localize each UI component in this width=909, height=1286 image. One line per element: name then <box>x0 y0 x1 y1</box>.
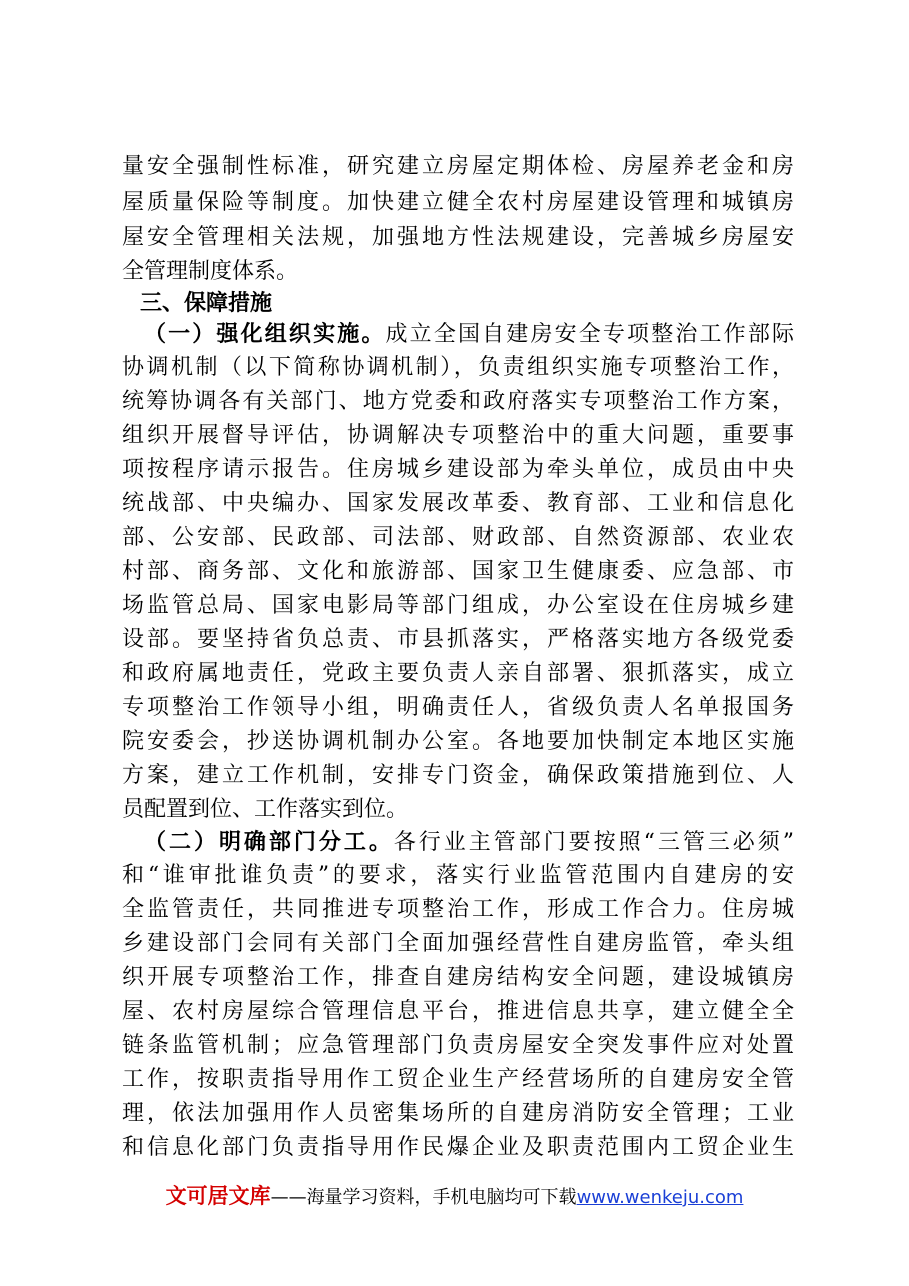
paragraph-line: 和政府属地责任，党政主要负责人亲自部署、狠抓落实，成立 <box>122 661 794 686</box>
paragraph-line: 理，依法加强用作人员密集场所的自建房消防安全管理；工业 <box>122 1101 794 1126</box>
subsection-text: 各行业主管部门要按照“三管三必须” <box>393 830 794 855</box>
paragraph-line: 工作，按职责指导用作工贸企业生产经营场所的自建房安全管 <box>122 1067 794 1092</box>
paragraph-line: 员配置到位、工作落实到位。 <box>122 797 409 822</box>
brand-name: 文可居文库 <box>165 1184 271 1208</box>
paragraph-line: 全监管责任，共同推进专项整治工作，形成工作合力。住房城 <box>122 897 794 922</box>
paragraph-line: 项按程序请示报告。住房城乡建设部为牵头单位，成员由中央 <box>122 457 794 482</box>
paragraph-line: 和“谁审批谁负责”的要求，落实行业监管范围内自建房的安 <box>122 863 794 888</box>
paragraph-line: 乡建设部门会同有关部门全面加强经营性自建房监管，牵头组 <box>122 931 794 956</box>
subsection-title: （二）明确部门分工。 <box>144 829 394 855</box>
paragraph-line: 设部。要坚持省负总责、市县抓落实，严格落实地方各级党委 <box>122 627 794 652</box>
paragraph-line: 屋安全管理相关法规，加强地方性法规建设，完善城乡房屋安 <box>122 225 794 250</box>
subsection-title: （一）强化组织实施。 <box>144 321 386 347</box>
paragraph-line: 屋质量保险等制度。加快建立健全农村房屋建设管理和城镇房 <box>122 190 794 215</box>
paragraph-line: 统战部、中央编办、国家发展改革委、教育部、工业和信息化 <box>122 491 794 516</box>
paragraph-line: 部、公安部、民政部、司法部、财政部、自然资源部、农业农 <box>122 525 794 550</box>
paragraph-line: 统筹协调各有关部门、地方党委和政府落实专项整治工作方案， <box>122 389 794 414</box>
website-link[interactable]: www.wenkeju.com <box>576 1187 744 1208</box>
paragraph-line: 和信息化部门负责指导用作民爆企业及职责范围内工贸企业生 <box>122 1135 794 1160</box>
footer-banner <box>0 1180 909 1210</box>
paragraph-line: 村部、商务部、文化和旅游部、国家卫生健康委、应急部、市 <box>122 559 794 584</box>
section-heading: 三、保障措施 <box>140 291 273 316</box>
subsection-first-line <box>144 318 794 350</box>
paragraph-line: 屋、农村房屋综合管理信息平台，推进信息共享，建立健全全 <box>122 999 794 1024</box>
paragraph-line: 院安委会，抄送协调机制办公室。各地要加快制定本地区实施 <box>122 729 794 754</box>
footer-tagline: ——海量学习资料，手机电脑均可下载 <box>270 1187 577 1208</box>
paragraph-line: 场监管总局、国家电影局等部门组成，办公室设在住房城乡建 <box>122 593 794 618</box>
subsection-text: 成立全国自建房安全专项整治工作部际 <box>385 322 794 347</box>
paragraph-line: 织开展专项整治工作，排查自建房结构安全问题，建设城镇房 <box>122 965 794 990</box>
paragraph-line: 组织开展督导评估，协调解决专项整治中的重大问题，重要事 <box>122 423 794 448</box>
paragraph-line: 协调机制（以下简称协调机制），负责组织实施专项整治工作， <box>122 355 794 380</box>
subsection-first-line <box>144 826 794 858</box>
paragraph-line: 方案，建立工作机制，安排专门资金，确保政策措施到位、人 <box>122 763 794 788</box>
paragraph-line: 量安全强制性标准，研究建立房屋定期体检、房屋养老金和房 <box>122 154 794 179</box>
paragraph-line: 专项整治工作领导小组，明确责任人，省级负责人名单报国务 <box>122 695 794 720</box>
paragraph-line: 链条监管机制；应急管理部门负责房屋安全突发事件应对处置 <box>122 1033 794 1058</box>
paragraph-line: 全管理制度体系。 <box>122 259 299 284</box>
